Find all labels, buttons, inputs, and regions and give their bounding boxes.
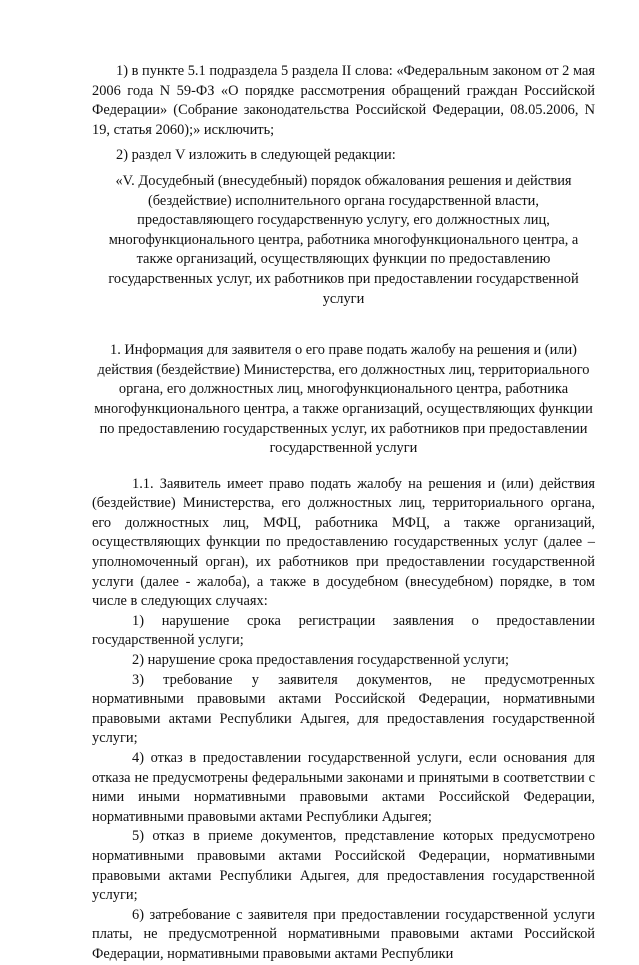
case-item: 4) отказ в предоставлении государственной услуги, если основания для отказа не предусмотрены федеральными законами и принятыми в соответствии с ними иными нормативными правовыми актами Российской Федерации, нормативными правовыми актами Республики Адыгея; <box>92 750 595 825</box>
case-item: 6) затребование с заявителя при предоставлении государственной услуги платы, не предусмотренной нормативными правовыми актами Российской Федерации, нормативными правовыми актами Республики <box>92 906 595 962</box>
subsection-title: 1. Информация для заявителя о его праве подать жалобу на решения и (или) действия (бездействие) Министерства, его должностных лиц, территориального органа, его должностных лиц, многофункционального центра, работника многофункционального центра, а также организаций, осуществляющих функции по предоставлению государственных услуг, их работников при предоставлении государственной услуги <box>94 342 593 457</box>
section-title: «V. Досудебный (внесудебный) порядок обжалования решения и действия (бездействие) исполнительного органа государственной власти, предоставляющего государственную услугу, его должностных лиц, многофункционального центра, работника многофункционального центра, а также организаций, осуществляющих функции по предоставлению государственных услуг, их работников при предоставлении государственной услуги <box>108 172 579 307</box>
paragraph-item-1: 1) в пункте 5.1 подраздела 5 раздела II слова: «Федеральным законом от 2 мая 2006 года N 59-ФЗ «О порядке рассмотрения обращений граждан Российской Федерации» (Собрание законодательства Российской Федерации, 08.05.2006, N 19, статья 2060);» исключить; <box>92 63 595 138</box>
case-item: 3) требование у заявителя документов, не предусмотренных нормативными правовыми актами Российской Федерации, нормативными правовыми актами Республики Адыгея, для предоставления государственной услуги; <box>92 671 595 747</box>
case-item: 1) нарушение срока регистрации заявления о предоставлении государственной услуги; <box>92 612 595 649</box>
case-item: 5) отказ в приеме документов, представление которых предусмотрено нормативными правовыми актами Российской Федерации, нормативными правовыми актами Республики Адыгея, для предоставления государственной услуги; <box>92 828 595 904</box>
case-item: 2) нарушение срока предоставления государственной услуги; <box>132 652 509 669</box>
paragraph-item-2: 2) раздел V изложить в следующей редакции: <box>116 147 396 164</box>
clause-1-1: 1.1. Заявитель имеет право подать жалобу на решения и (или) действия (бездействие) Министерства, его должностных лиц, территориального органа, его должностных лиц, МФЦ, работника МФЦ, а также организаций, осуществляющих функции по предоставлению государственных услуг (далее – уполномоченный орган), их работников при предоставлении государственной услуги (далее - жалоба), а также в досудебном (внесудебном) порядке, в том числе в следующих случаях: <box>92 475 595 610</box>
